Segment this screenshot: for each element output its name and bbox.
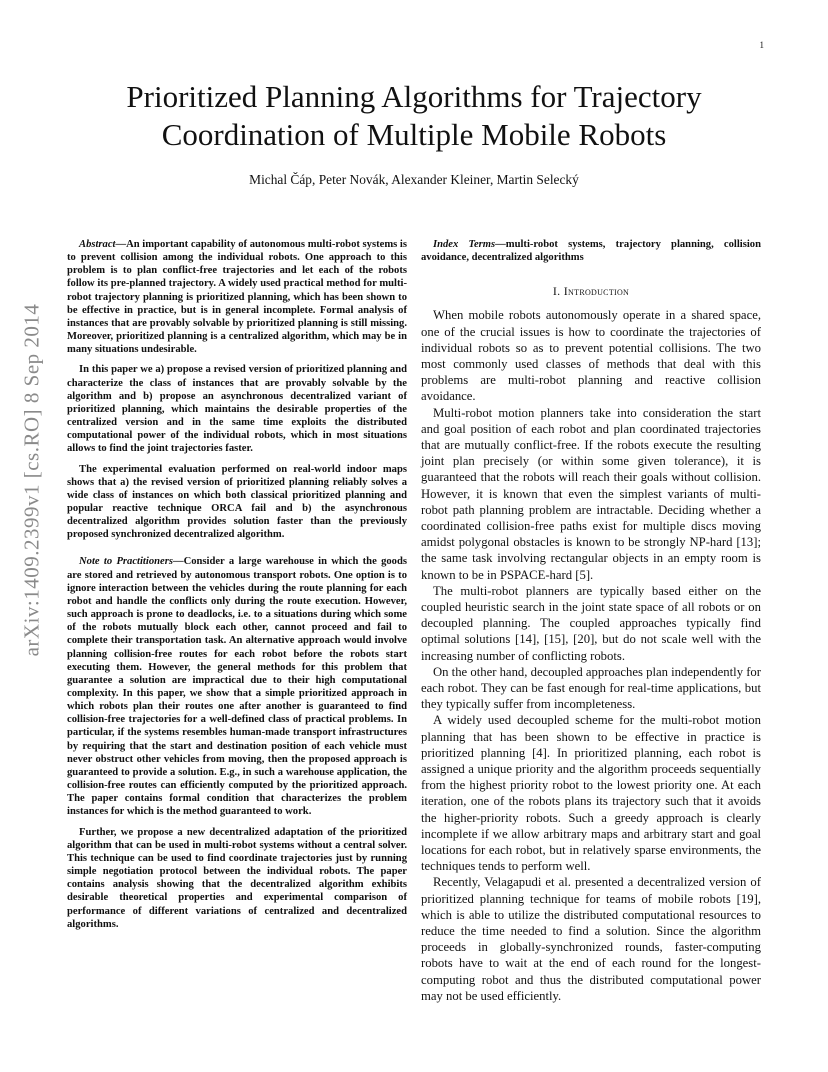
section-heading-introduction: I. Introduction	[552, 284, 630, 299]
title-line-1: Prioritized Planning Algorithms for Trajectory	[126, 79, 702, 114]
note-paragraph-2: Further, we propose a new decentralized adaptation of the prioritized algorithm that can be used in multi-robot systems without a central solver. This technique can be used to find coordinate trajectories just by running simple negotiation protocol between the individual robots. The paper contains analysis showing that the decentralized algorithm exhibits desirable theoretical properties and experimental comparison of performance of different variations of centralized and decentralized algorithms.	[67, 826, 407, 930]
note-label: Note to Practitioners	[79, 556, 173, 568]
arxiv-identifier: arXiv:1409.2399v1 [cs.RO] 8 Sep 2014	[19, 303, 44, 657]
intro-paragraph: Recently, Velagapudi et al. presented a decentralized version of prioritized planning technique for teams of mobile robots [19], which is able to utilize the distributed computational resources to reduce the time needed to find a solution. Since the algorithm proceeds in globally-synchronized rounds, faster-computing robots have to wait at the end of each round for the longest-computing robot and thus the distributed computational power may not be used efficiently.	[421, 875, 761, 1003]
left-column	[67, 238, 407, 931]
note-paragraph-1	[67, 555, 407, 818]
abstract-label: Abstract	[79, 239, 116, 250]
intro-paragraph: A widely used decoupled scheme for the multi-robot motion planning that has been shown to be effective in practice is prioritized planning [4]. In prioritized planning, each robot is assigned a unique priority and the algorithm proceeds sequentially from the highest priority robot to the lowest priority one. At each iteration, one of the robots plans its trajectory such that it avoids the higher-priority robots. Such a greedy approach is clearly incomplete if we allow arbitrary maps and arbitrary start and goal locations for each robot, but in relatively sparse environments, the techniques tends to perform well.	[421, 713, 761, 874]
index-terms-text: —multi-robot systems, trajectory planning, collision avoidance, decentralized algorithms	[421, 239, 761, 264]
index-terms-label: Index Terms	[433, 239, 496, 250]
note-text-1: —Consider a large warehouse in which the goods are stored and retrieved by autonomous transport robots. One option is to ignore interaction between the vehicles during the route planning for each robot and handle the conflicts only during the route execution. However, such approach is prone to deadlocks, i.e. to a situations during which some of the robots mutually block each other, cannot proceed and fail to complete their transportation task. An alternative approach would involve planning collision-free routes for each robot before the robots start executing them. However, the general methods for this problem that guarantee a solution are impractical due to their high computational complexity. In this paper, we show that a simple prioritized approach in which robots plan their routes one after another is guaranteed to find collision-free trajectories for a well-defined class of practical problems. In particular, if the systems resembles human-made transport infrastructures by requiring that the start and destination position of each vehicle must never obstruct other vehicles from moving, then the proposed approach is guaranteed to provide a solution. E.g., in such a warehouse application, the collision-free routes can efficiently computed by the prioritized approach. The paper contains formal condition that characterizes the problem instances for which is the method guaranteed to work.	[67, 556, 407, 818]
intro-paragraph: The multi-robot planners are typically based either on the coupled heuristic search in the joint state space of all robots or on decoupled planning. The coupled approaches typically find optimal solutions [14], [15], [20], but do not scale well with the increasing number of conflicting robots.	[421, 583, 761, 663]
abstract-paragraph-1	[67, 238, 407, 356]
arxiv-side-stamp	[8, 300, 56, 660]
page-number: 1	[759, 40, 764, 50]
abstract-paragraph-3: The experimental evaluation performed on real-world indoor maps shows that a) the revised version of prioritized planning reliably solves a wide class of instances on which both classical prioritized planning and popular reactive technique ORCA fail and b) the asynchronous decentralized algorithm provides solution faster than the previously proposed synchronized decentralized algorithm.	[67, 463, 407, 541]
author-list: Michal Čáp, Peter Novák, Alexander Kleiner, Martin Selecký	[249, 172, 579, 187]
intro-paragraph: On the other hand, decoupled approaches plan independently for each robot. They can be fast enough for real-time applications, but they typically suffer from incompleteness.	[421, 664, 761, 712]
intro-paragraph: Multi-robot motion planners take into consideration the start and goal position of each robot and plan coordinated trajectories that are mutually conflict-free. If the robots execute the resulting joint plan precisely (or within some given tolerance), it is guaranteed that the robots will reach their goals without collision. However, it is known that even the simplest variants of multi-robot path planning problem are intractable. Deciding whether a coordinated collision-free paths exist for multiple discs moving amidst polygonal obstacles is known to be strongly NP-hard [13]; the same task involving rectangular objects in an empty room is known to be in PSPACE-hard [5].	[421, 405, 761, 582]
abstract-paragraph-2: In this paper we a) propose a revised version of prioritized planning and characterize the class of instances that are provably solvable by the algorithm and b) propose an asynchronous decentralized variant of prioritized planning, which maintains the desirable properties of the centralized version and in the same time exploits the distributed computational power of the individual robots, which in most situations allows to find the joint trajectories faster.	[67, 364, 407, 455]
right-column	[421, 238, 761, 1004]
paper-title	[70, 78, 758, 154]
intro-paragraph: When mobile robots autonomously operate in a shared space, one of the crucial issues is how to coordinate the trajectories of individual robots so as to prevent potential collisions. The two most commonly used classes of methods that deal with this problems are multi-robot planning and reactive collision avoidance.	[421, 308, 761, 404]
title-line-2: Coordination of Multiple Mobile Robots	[161, 117, 667, 152]
index-terms	[421, 238, 761, 264]
abstract-text-1: —An important capability of autonomous multi-robot systems is to prevent collision among the individual robots. One approach to this problem is to plan conflict-free trajectories and let each of the robots follow its pre-planned trajectory. A widely used practical method for multi-robot trajectory planning is prioritized planning, which has been shown to be effective in practice, but is in general incomplete. Formal analysis of instances that are provably solvable by prioritized planning is still missing. Moreover, prioritized planning is a centralized algorithm, which may be in many situations undesirable.	[67, 239, 407, 356]
